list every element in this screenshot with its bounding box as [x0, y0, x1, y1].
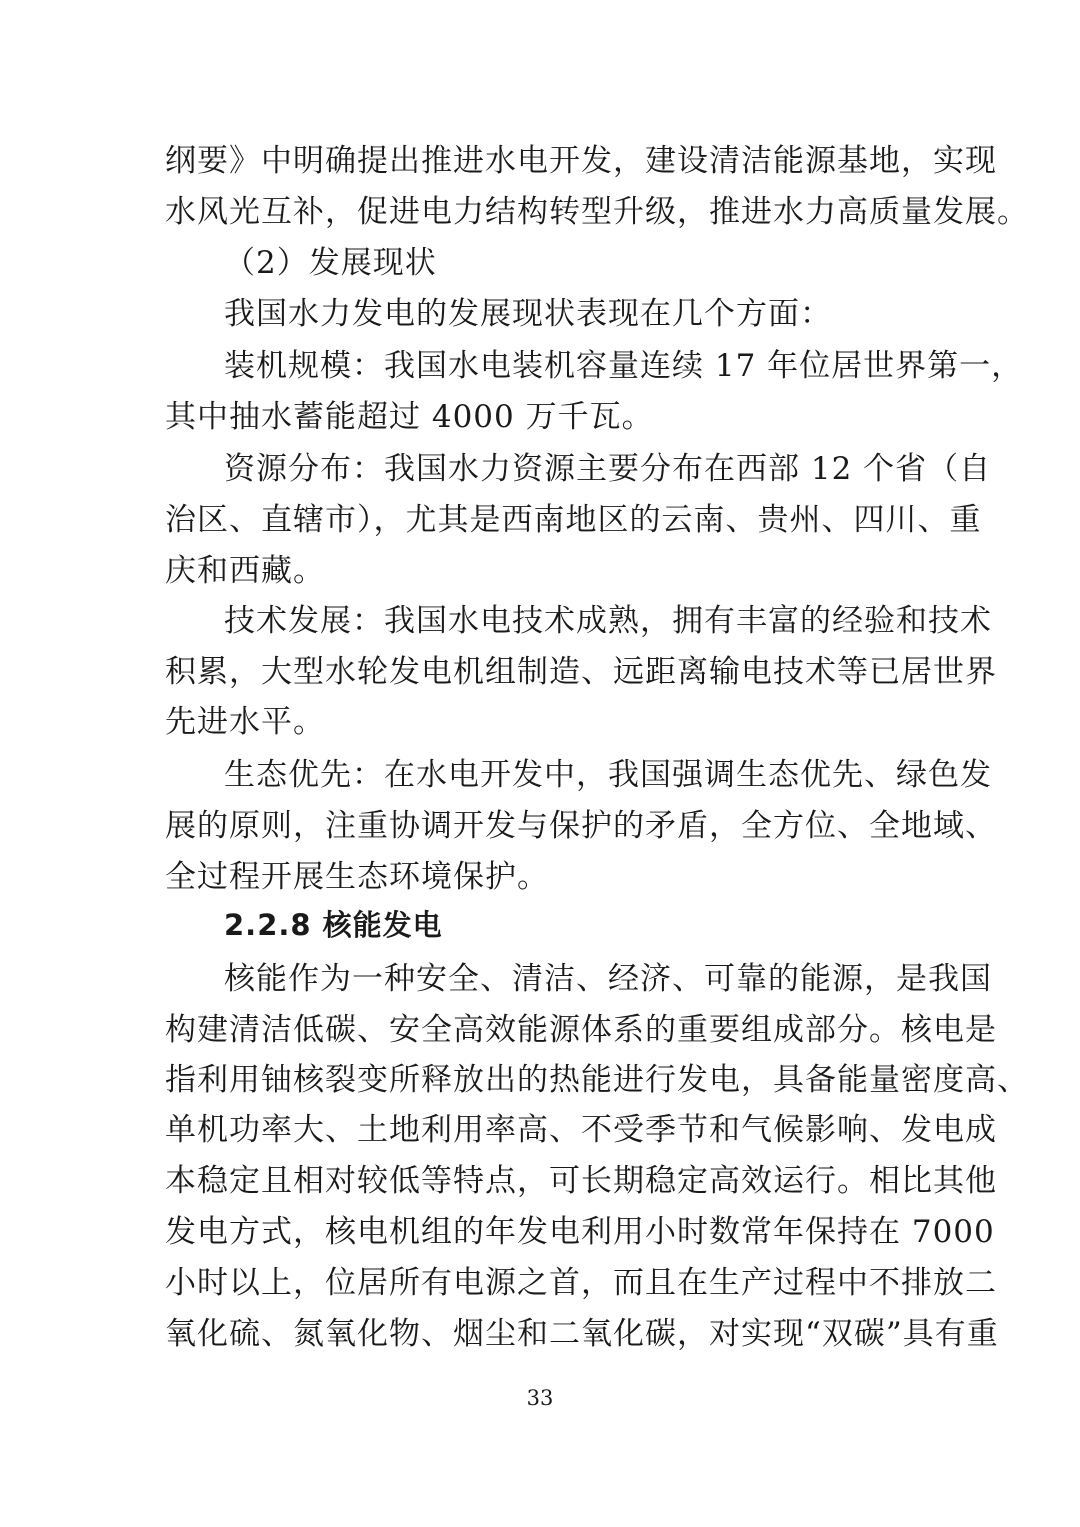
text-line: 展的原则，注重协调开发与保护的矛盾，全方位、全地域、: [165, 808, 997, 844]
text-line: 指利用铀核裂变所释放出的热能进行发电，具备能量密度高、: [165, 1062, 1029, 1098]
text-line: 氧化硫、氮氧化物、烟尘和二氧化碳，对实现“双碳”具有重: [165, 1316, 999, 1352]
text-line: 生态优先：在水电开发中，我国强调生态优先、绿色发: [224, 757, 992, 793]
text-line: 纲要》中明确提出推进水电开发，建设清洁能源基地，实现: [165, 143, 997, 179]
text-line: 技术发展：我国水电技术成熟，拥有丰富的经验和技术: [224, 603, 992, 639]
text-line: 治区、直辖市），尤其是西南地区的云南、贵州、四川、重: [165, 502, 982, 538]
text-line: 其中抽水蓄能超过 4000 万千瓦。: [165, 399, 654, 435]
section-heading: 2.2.8 核能发电: [224, 908, 443, 942]
text-line: 我国水力发电的发展现状表现在几个方面：: [224, 296, 832, 332]
text-line: 先进水平。: [165, 704, 325, 740]
sub-heading: （2）发展现状: [224, 245, 437, 281]
text-line: 装机规模：我国水电装机容量连续 17 年位居世界第一，: [224, 348, 1024, 384]
text-line: 资源分布：我国水力资源主要分布在西部 12 个省（自: [224, 451, 992, 487]
text-line: 小时以上，位居所有电源之首，而且在生产过程中不排放二: [165, 1265, 997, 1301]
text-line: 核能作为一种安全、清洁、经济、可靠的能源，是我国: [224, 961, 992, 997]
text-line: 积累，大型水轮发电机组制造、远距离输电技术等已居世界: [165, 654, 997, 690]
page-number: 33: [526, 1386, 554, 1410]
text-line: 构建清洁低碳、安全高效能源体系的重要组成部分。核电是: [165, 1012, 997, 1048]
text-line: 发电方式，核电机组的年发电利用小时数常年保持在 7000: [165, 1214, 995, 1250]
text-line: 庆和西藏。: [165, 553, 325, 589]
text-line: 本稳定且相对较低等特点，可长期稳定高效运行。相比其他: [165, 1163, 997, 1199]
text-line: 水风光互补，促进电力结构转型升级，推进水力高质量发展。: [165, 194, 1029, 230]
text-line: 全过程开展生态环境保护。: [165, 859, 549, 895]
text-line: 单机功率大、土地利用率高、不受季节和气候影响、发电成: [165, 1112, 997, 1148]
